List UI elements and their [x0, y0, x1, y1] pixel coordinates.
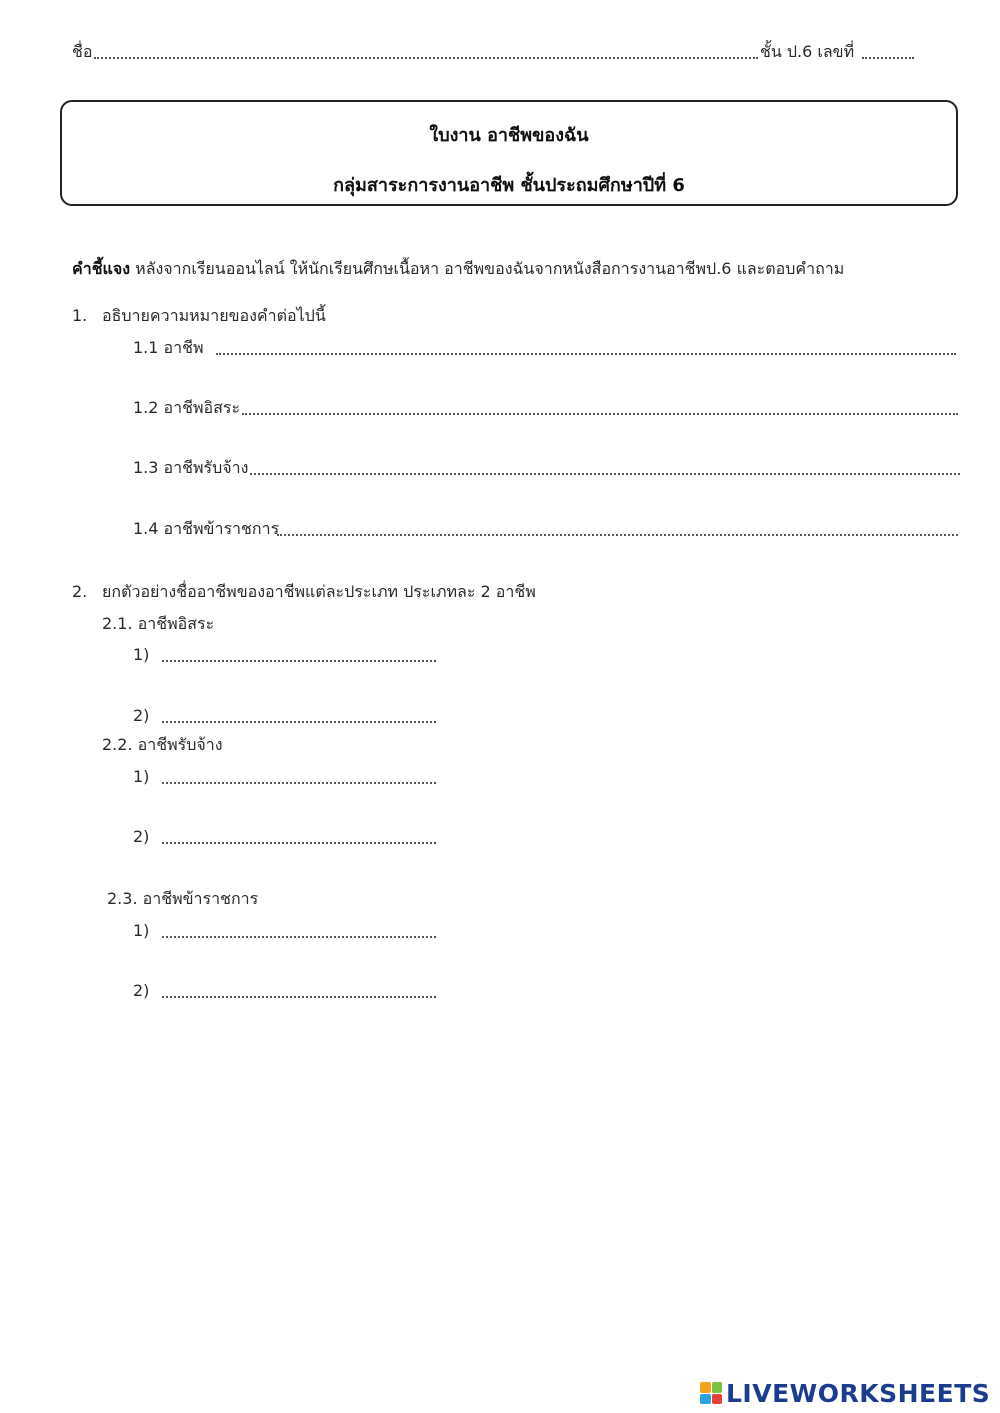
- q1-item-label: 1.3 อาชีพรับจ้าง: [133, 458, 249, 477]
- q1-answer-line[interactable]: [250, 473, 960, 475]
- answer-number: 2): [133, 981, 150, 1000]
- instructions-label: คำชี้แจง: [72, 259, 131, 278]
- class-label: ชั้น ป.6 เลขที่: [760, 42, 855, 61]
- q1-text: อธิบายความหมายของคำต่อไปนี้: [102, 306, 326, 325]
- q2-group-label: 2.2. อาชีพรับจ้าง: [102, 735, 223, 754]
- q2-answer-line[interactable]: [162, 721, 436, 723]
- header-box: [60, 100, 958, 206]
- q2-group-label: 2.3. อาชีพข้าราชการ: [107, 889, 259, 908]
- instructions-text: หลังจากเรียนออนไลน์ ให้นักเรียนศึกษเนื้อหา อาชีพของฉันจากหนังสือการงานอาชีพป.6 และตอบคำถาม: [135, 259, 845, 278]
- worksheet-title: ใบงาน อาชีพของฉัน: [429, 125, 589, 146]
- q2-answer-line[interactable]: [162, 936, 436, 938]
- q2-answer-line[interactable]: [162, 842, 436, 844]
- name-label: ชื่อ: [72, 42, 93, 61]
- q1-answer-line[interactable]: [216, 353, 956, 355]
- q2-answer-line[interactable]: [162, 782, 436, 784]
- q2-answer-line[interactable]: [162, 660, 436, 662]
- answer-number: 1): [133, 921, 150, 940]
- number-answer-line[interactable]: [862, 57, 914, 59]
- q2-group-label: 2.1. อาชีพอิสระ: [102, 614, 215, 633]
- q1-item-label: 1.1 อาชีพ: [133, 338, 204, 357]
- q1-item-label: 1.2 อาชีพอิสระ: [133, 398, 241, 417]
- q1-number: 1.: [72, 306, 88, 325]
- q1-answer-line[interactable]: [277, 534, 958, 536]
- q2-text: ยกตัวอย่างชื่ออาชีพของอาชีพแต่ละประเภท ประเภทละ 2 อาชีพ: [102, 582, 536, 601]
- liveworksheets-brand[interactable]: [700, 1378, 990, 1408]
- answer-number: 2): [133, 827, 150, 846]
- q2-answer-line[interactable]: [162, 996, 436, 998]
- liveworksheets-logo-icon: [700, 1382, 722, 1404]
- answer-number: 1): [133, 767, 150, 786]
- q1-answer-line[interactable]: [242, 413, 958, 415]
- q2-number: 2.: [72, 582, 88, 601]
- brand-name: LIVEWORKSHEETS: [726, 1378, 991, 1408]
- worksheet-subtitle: กลุ่มสาระการงานอาชีพ ชั้นประถมศึกษาปีที่ 6: [333, 175, 685, 196]
- name-answer-line[interactable]: [94, 57, 758, 59]
- answer-number: 2): [133, 706, 150, 725]
- answer-number: 1): [133, 645, 150, 664]
- instructions: [72, 259, 844, 279]
- q1-item-label: 1.4 อาชีพข้าราชการ: [133, 519, 280, 538]
